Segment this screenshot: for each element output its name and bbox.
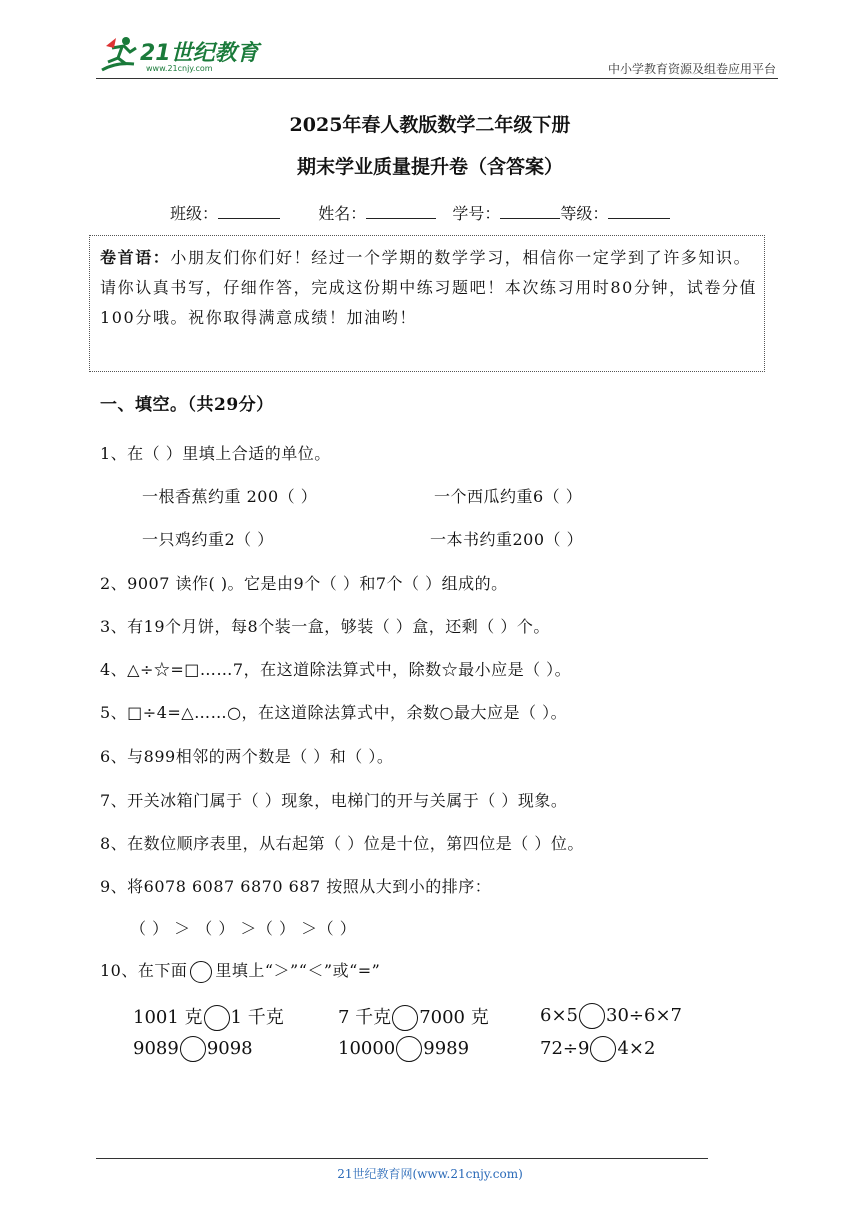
- question-7: 7、开关冰箱门属于（ ）现象，电梯门的开与关属于（ ）现象。: [100, 791, 568, 810]
- logo-url: www.21cnjy.com: [146, 64, 213, 73]
- class-label: 班级：: [170, 204, 219, 223]
- page-subtitle: 期末学业质量提升卷（含答案）: [296, 156, 563, 178]
- logo-text: 21世纪教育: [140, 41, 259, 66]
- comparison-left: 72÷9: [540, 1038, 590, 1059]
- comparison-4: [133, 1036, 253, 1062]
- answer-circle[interactable]: [392, 1005, 418, 1031]
- comparison-right: 4×2: [617, 1038, 656, 1059]
- question-3: 3、有19个月饼，每8个装一盒，够装（ ）盒，还剩（ ）个。: [100, 617, 550, 636]
- comparison-right: 9098: [206, 1038, 253, 1059]
- comparison-right: 30÷6×7: [606, 1005, 682, 1026]
- comparison-left: 9089: [133, 1038, 179, 1059]
- question-5: 5、□÷4=△……○，在这道除法算式中，余数○最大应是（ ）。: [100, 703, 568, 722]
- header-divider: [96, 78, 778, 79]
- comparison-2: [338, 1003, 489, 1031]
- question-8: 8、在数位顺序表里，从右起第（ ）位是十位，第四位是（ ）位。: [100, 834, 584, 853]
- class-field[interactable]: [218, 204, 280, 219]
- footer-divider: [96, 1158, 708, 1159]
- question-10: [100, 958, 380, 983]
- question-1d: 一本书约重200（ ）: [430, 530, 584, 549]
- question-6: 6、与899相邻的两个数是（ ）和（ ）。: [100, 747, 394, 766]
- question-10-suffix: 里填上“＞”“＜”或“=”: [215, 961, 381, 980]
- answer-circle[interactable]: [579, 1003, 605, 1029]
- platform-name: 中小学教育资源及组卷应用平台: [607, 62, 776, 76]
- question-2: 2、9007 读作( )。它是由9个（ ）和7个（ ）组成的。: [100, 574, 508, 593]
- name-label: 姓名：: [318, 204, 367, 223]
- question-10-prefix: 10、在下面: [100, 961, 188, 980]
- question-1a: 一根香蕉约重 200（ ）: [142, 487, 318, 506]
- question-1: 1、在（ ）里填上合适的单位。: [100, 444, 331, 463]
- answer-circle[interactable]: [590, 1036, 616, 1062]
- answer-circle[interactable]: [204, 1005, 230, 1031]
- comparison-right: 1 千克: [230, 1007, 284, 1028]
- student-info: [170, 201, 670, 224]
- question-1b: 一个西瓜约重6（ ）: [434, 487, 583, 506]
- section-title: 一、填空。（共29分）: [100, 395, 274, 415]
- runner-logo-icon: [96, 34, 142, 76]
- page-title: 2025年春人教版数学二年级下册: [289, 114, 571, 136]
- answer-circle[interactable]: [396, 1036, 422, 1062]
- comparison-3: [540, 1003, 682, 1029]
- answer-circle[interactable]: [180, 1036, 206, 1062]
- comparison-5: [338, 1036, 469, 1062]
- comparison-right: 7000 克: [419, 1007, 489, 1028]
- footer-link[interactable]: 21世纪教育网(www.21cnjy.com): [337, 1167, 523, 1181]
- comparison-right: 9989: [423, 1038, 470, 1059]
- question-9: 9、将6078 6087 6870 687 按照从大到小的排序：: [100, 877, 492, 896]
- comparison-left: 7 千克: [338, 1007, 392, 1028]
- preface-body: 小朋友们你们好！经过一个学期的数学学习，相信你一定学到了许多知识。请你认真书写，仔细作答，完成这份期中练习题吧！本次练习用时80分钟，试卷分值100分哦。祝你取得满意成绩！加油哟！: [100, 248, 758, 327]
- comparison-left: 1001 克: [133, 1007, 203, 1028]
- name-field[interactable]: [366, 204, 436, 219]
- circle-icon: [190, 961, 212, 983]
- question-9-answer-line: （ ） ＞ （ ） ＞（ ） ＞（ ）: [130, 919, 357, 938]
- comparison-6: [540, 1036, 655, 1062]
- comparison-left: 6×5: [540, 1005, 578, 1026]
- grade-label: 等级：: [560, 204, 609, 223]
- number-label: 学号：: [452, 204, 501, 223]
- comparison-1: [133, 1003, 284, 1031]
- grade-field[interactable]: [608, 204, 670, 219]
- number-field[interactable]: [500, 204, 560, 219]
- preface-label: 卷首语：: [100, 248, 171, 267]
- question-4: 4、△÷☆=□……7，在这道除法算式中，除数☆最小应是（ ）。: [100, 660, 572, 679]
- question-1c: 一只鸡约重2（ ）: [142, 530, 274, 549]
- comparison-left: 10000: [338, 1038, 396, 1059]
- preface-text: [100, 243, 760, 333]
